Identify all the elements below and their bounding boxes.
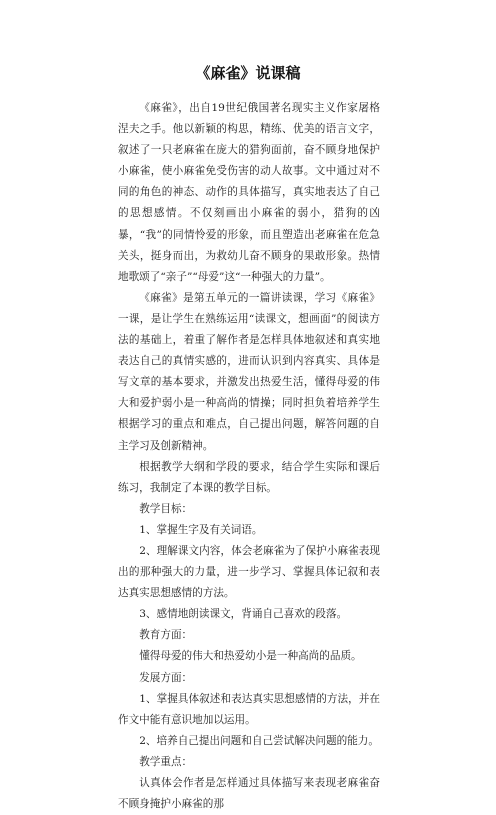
body-paragraph: 3、感情地朗读课文，背诵自己喜欢的段落。 xyxy=(139,608,348,621)
body-paragraph: 懂得母爱的伟大和热爱幼小是一种高尚的品质。 xyxy=(139,650,362,663)
body-paragraph: 发展方面： xyxy=(139,671,193,684)
body-paragraph: 教育方面： xyxy=(139,629,193,642)
body-paragraph: 1、掌握具体叙述和表达真实思想感情的方法，并在作文中能有意识地加以运用。 xyxy=(118,692,380,726)
body-paragraph: 教学重点： xyxy=(139,755,193,768)
body-paragraph: 1、掌握生字及有关词语。 xyxy=(139,523,263,536)
body-paragraph: 教学目标： xyxy=(139,502,193,515)
body-paragraph: 认真体会作者是怎样通过具体描写来表现老麻雀奋不顾身掩护小麻雀的那 xyxy=(118,777,380,811)
body-paragraph: 2、理解课文内容，体会老麻雀为了保护小麻雀表现出的那种强大的力量，进一步学习、掌握具体记叙和表达真实思想感情的方法。 xyxy=(118,544,380,600)
body-paragraph: 《麻雀》是第五单元的一篇讲读课，学习《麻雀》一课，是让学生在熟练运用“读课文，想画面”的阅读方法的基础上，着重了解作者是怎样具体地叙述和真实地表达自己的真情实感的，进而认识到内容真实、具体是写文章的基本要求，并激发出热爱生活，懂得母爱的伟大和爱护弱小是一种高尚的情操；同时担负着培养学生根据学习的重点和难点，自己提出问题，解答问题的自主学习及创新精神。 xyxy=(118,291,380,452)
body-paragraph: 《麻雀》，出自19世纪俄国著名现实主义作家屠格涅夫之手。他以新颖的构思，精练、优美的语言文字，叙述了一只老麻雀在庞大的猎狗面前，奋不顾身地保护小麻雀，使小麻雀免受伤害的动人故事。文中通过对不同的角色的神态、动作的具体描写，真实地表达了自己的思想感情。不仅刻画出小麻雀的弱小，猎狗的凶暴，“我”的同情怜爱的形象，而且塑造出老麻雀在危急关头，挺身而出，为救幼儿奋不顾身的果敢形象。热情地歌颂了“亲子”“母爱”这“一种强大的力量”。 xyxy=(118,102,380,283)
document-body xyxy=(118,98,380,815)
body-paragraph: 根据教学大纲和学段的要求，结合学生实际和课后练习，我制定了本课的教学目标。 xyxy=(118,460,380,494)
body-paragraph: 2、培养自己提出问题和自己尝试解决问题的能力。 xyxy=(139,734,379,747)
document-title: 《麻雀》说课稿 xyxy=(195,64,301,82)
